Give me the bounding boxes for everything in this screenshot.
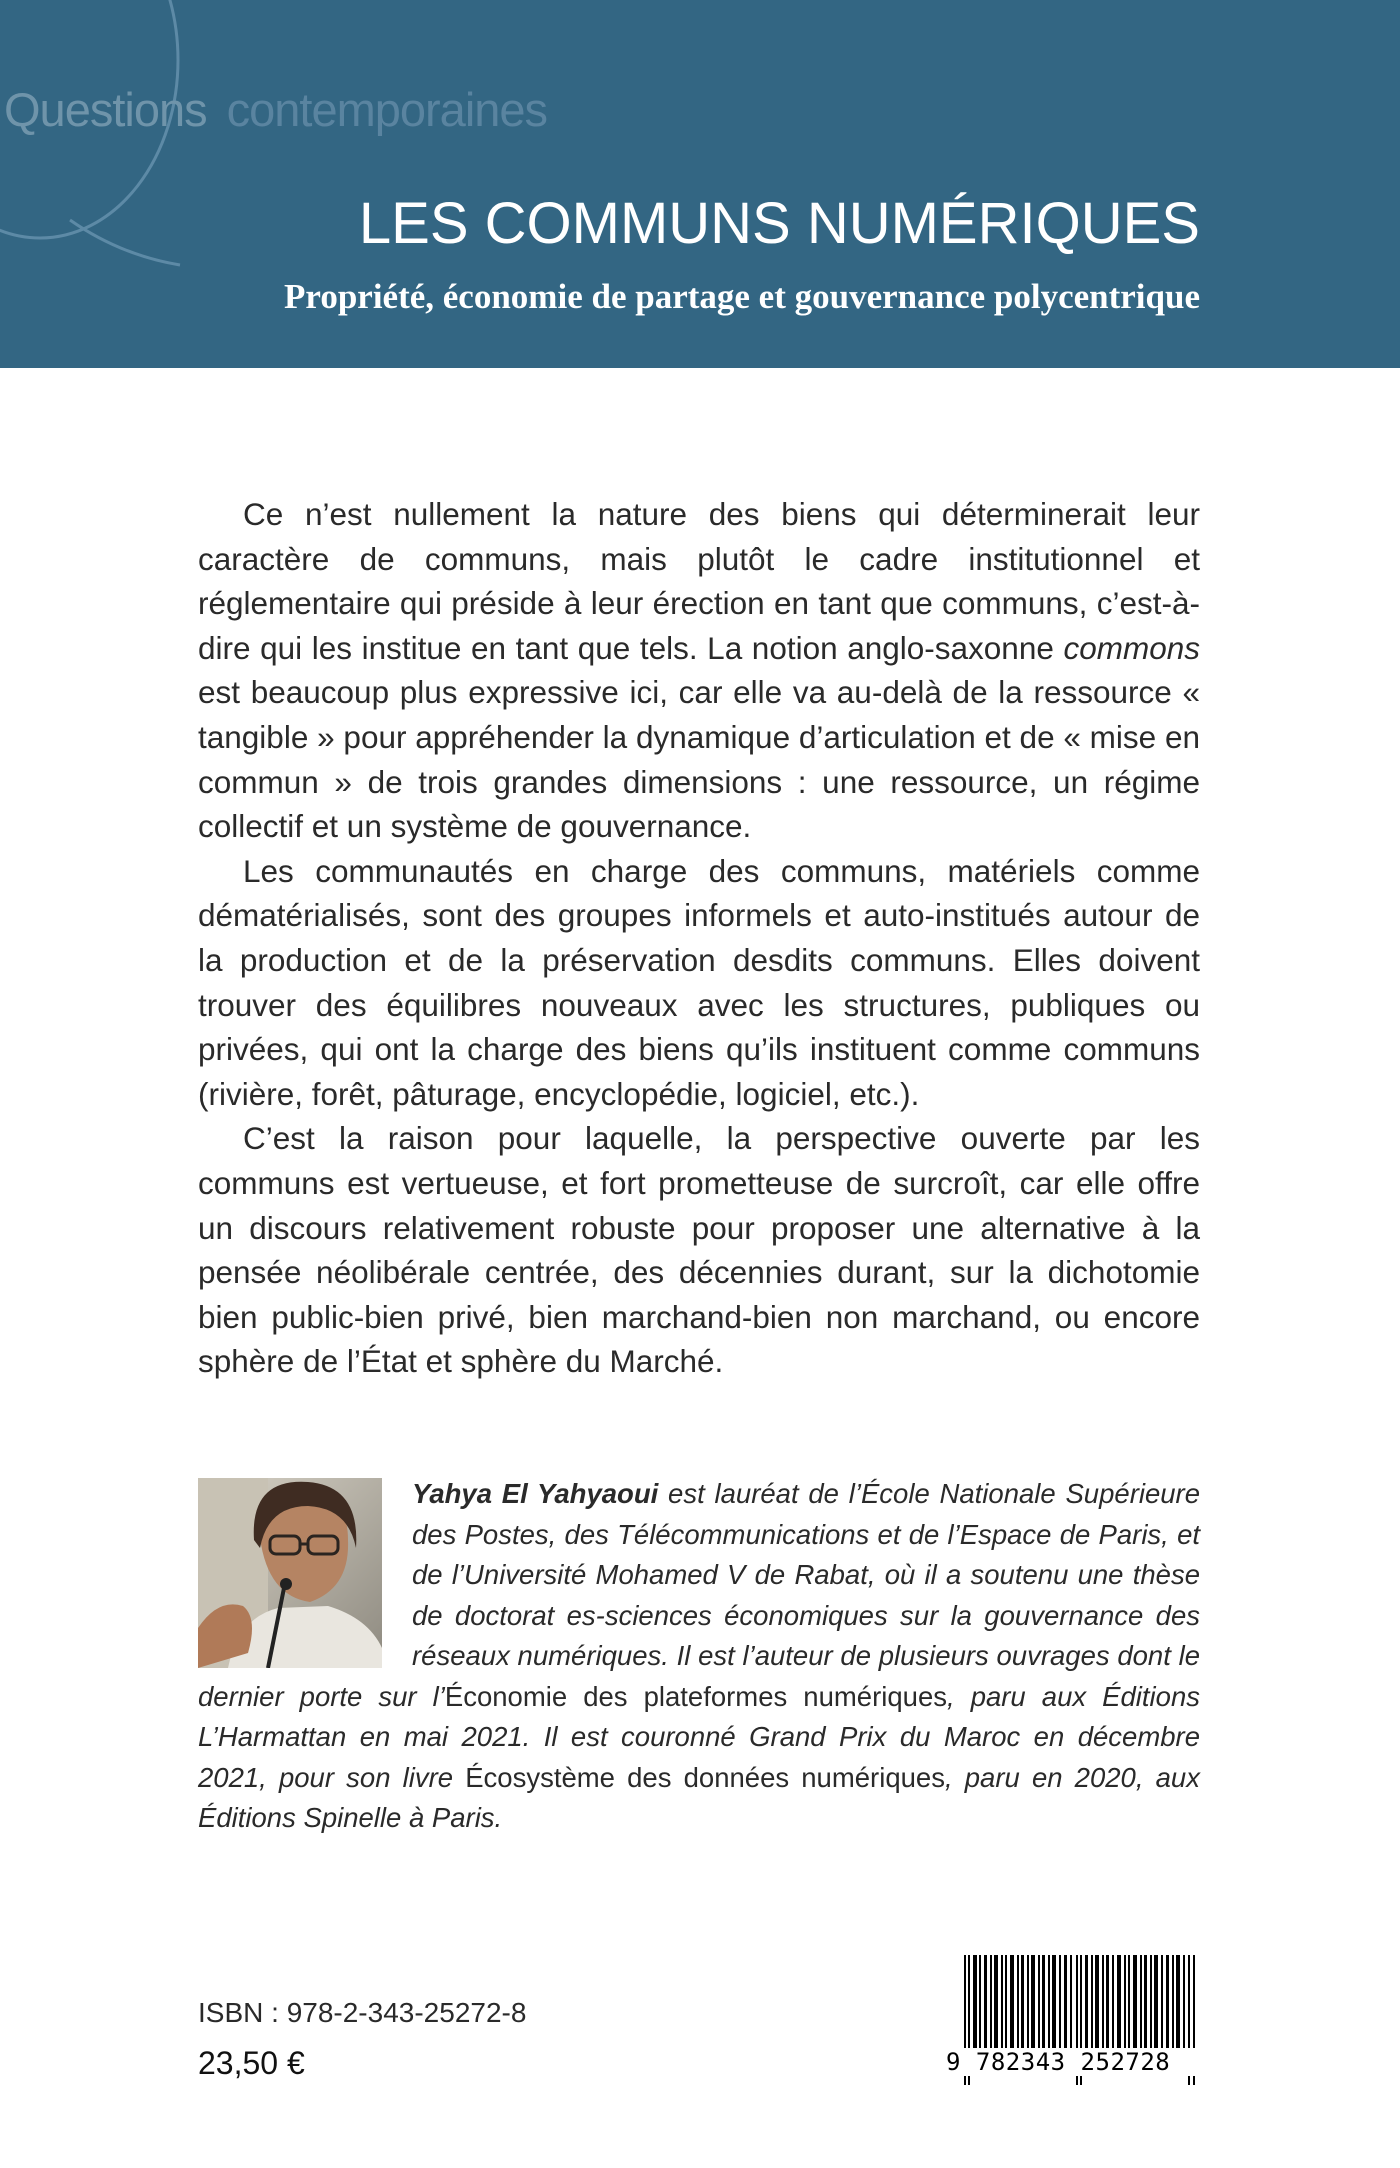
isbn: ISBN : 978-2-343-25272-8 (198, 1997, 527, 2028)
price: 23,50 € (198, 2045, 305, 2081)
commons-term: commons (1063, 629, 1200, 666)
author-bio: Yahya El Yahyaoui est lauréat de l’École Nationale Supérieure des Postes, des Télécommunications et de l’Espace de Paris, et de l’Université Mohamed V de Rabat, où il a soutenu une thèse de doctorat es-sciences économiques sur la gouvernance des réseaux numériques. Il est l’auteur de plusieurs ouvrages dont le dernier porte sur l’Économie des plateformes numériques, paru aux Éditions L’Harmattan en mai 2021. Il est couronné Grand Prix du Maroc en décembre 2021, pour son livre Écosystème des données numériques, paru en 2020, aux Éditions Spinelle à Paris. (198, 1478, 1200, 1833)
cover-header-band (0, 0, 1400, 368)
series-q-logo-icon (0, 0, 200, 280)
blurb-paragraph-2: Les communautés en charge des communs, matériels comme dématérialisés, sont des groupes informels et auto-institués autour de la production et de la préservation desdits communs. Elles doivent trouver des équilibres nouveaux avec les structures, publiques ou privées, qui ont la charge des biens qu’ils instituent comme communs (rivière, forêt, pâturage, encyclopédie, logiciel, etc.). (198, 852, 1200, 1112)
blurb-paragraph-3: C’est la raison pour laquelle, la perspective ouverte par les communs est vertueuse, et fort prometteuse de surcroît, car elle offre un discours relativement robuste pour proposer une alternative à la pensée néolibérale centrée, des décennies durant, sur la dichotomie bien public-bien privé, bien marchand-bien non marchand, ou encore sphère de l’État et sphère du Marché. (198, 1120, 1200, 1380)
blurb-text (198, 492, 1200, 1384)
book-subtitle: Propriété, économie de partage et gouvernance polycentrique (284, 277, 1200, 316)
book-reference-2: Écosystème des données numériques (465, 1761, 945, 1793)
blurb-paragraph-1: Ce n’est nullement la nature des biens qui déterminerait leur caractère de communs, mais plutôt le cadre institutionnel et réglementaire qui préside à leur érection en tant que communs, c’est-à-dire qui les institue en tant que tels. La notion anglo-saxonne commons est beaucoup plus expressive ici, car elle va au-delà de la ressource « tangible » pour appréhender la dynamique d’articulation et de « mise en commun » de trois grandes dimensions : une ressource, un régime collectif et un système de gouvernance. (198, 496, 1200, 845)
author-name: Yahya El Yahyaoui (412, 1478, 659, 1509)
barcode-number: 9 782343 252728 (944, 2048, 1204, 2076)
series-word-contemporaines: contemporaines (226, 83, 548, 136)
series-word-questions: Questions (4, 83, 207, 136)
book-title: LES COMMUNS NUMÉRIQUES (358, 191, 1200, 256)
series-name (4, 82, 547, 137)
book-reference-1: Économie des plateformes numériques (444, 1680, 947, 1712)
